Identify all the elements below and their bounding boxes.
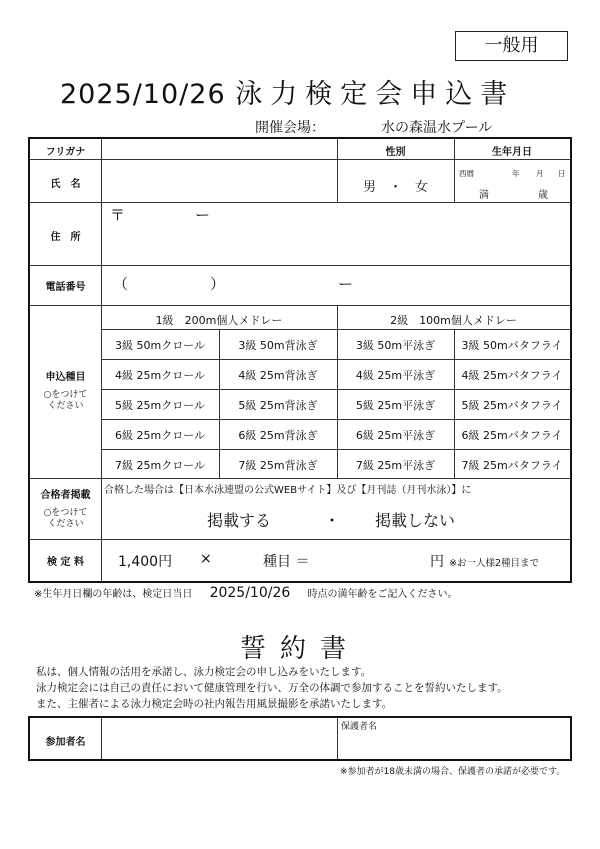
event-option[interactable]: 7級 25m平泳ぎ — [355, 459, 436, 472]
full-age-label: 満 — [479, 190, 489, 201]
age-label: 歳 — [538, 190, 548, 201]
guardian-note: ※参加者が18歳未満の場合、保護者の承諾が必要です。 — [340, 767, 566, 777]
postal-mark: 〒 — [110, 206, 126, 224]
event-option[interactable]: 5級 25mバタフライ — [461, 399, 563, 412]
age-note — [34, 585, 457, 601]
name-label: 氏 名 — [50, 179, 81, 190]
age-note-after: 時点の満年齢をご記入ください。 — [307, 589, 458, 600]
event-option[interactable]: 4級 25m背泳ぎ — [238, 369, 318, 382]
participant-label: 参加者名 — [45, 737, 86, 748]
address-label: 住 所 — [50, 232, 81, 243]
year-label: 年 — [512, 169, 520, 178]
grade1-option[interactable]: 1級 200m個人メドレー — [155, 314, 283, 327]
publish-text: 合格した場合は【日本水泳連盟の公式WEBサイト】及び【月刊誌（月刊水泳）】に — [104, 485, 472, 496]
phone-close-paren: ） — [210, 275, 226, 293]
event-option[interactable]: 5級 25m背泳ぎ — [238, 399, 318, 412]
fee-amount: 1,400円 — [118, 554, 173, 570]
month-label: 月 — [536, 169, 544, 178]
event-option[interactable]: 7級 25m背泳ぎ — [238, 459, 318, 472]
signature-table — [28, 716, 572, 761]
event-circle-note: ○をつけて ください — [43, 390, 88, 411]
event-label: 申込種目 — [45, 372, 86, 383]
event-option[interactable]: 6級 25m平泳ぎ — [355, 429, 436, 442]
age-note-before: ※生年月日欄の年齢は、検定日当日 — [34, 589, 193, 600]
postal-dash: ー — [195, 206, 211, 224]
venue-line — [255, 117, 492, 137]
birthdate-label: 生年月日 — [492, 147, 532, 158]
event-option[interactable]: 4級 25mクロール — [115, 369, 205, 382]
age-note-date: 2025/10/26 — [209, 585, 291, 601]
guardian-label: 保護者名 — [341, 722, 378, 732]
pledge-line-3: また、主催者による泳力検定会時の社内報告用風景撮影を承諾いたします。 — [36, 698, 393, 710]
event-option[interactable]: 4級 25m平泳ぎ — [355, 369, 436, 382]
publish-circle-note: ○をつけて ください — [43, 508, 88, 529]
fee-yen: 円 — [430, 554, 444, 570]
phone-open-paren: （ — [113, 275, 129, 293]
page-title — [60, 72, 515, 111]
participant-name-field[interactable] — [104, 718, 334, 759]
event-option[interactable]: 5級 25mクロール — [115, 399, 205, 412]
publish-no-option[interactable]: 掲載しない — [375, 511, 456, 530]
event-option[interactable]: 3級 50m背泳ぎ — [238, 339, 318, 352]
event-option[interactable]: 3級 50mバタフライ — [461, 339, 563, 352]
event-option[interactable]: 7級 25mクロール — [115, 459, 205, 472]
day-label: 日 — [558, 169, 566, 178]
event-option[interactable]: 3級 50mクロール — [115, 339, 205, 352]
fee-events-label: 種目 ＝ — [263, 554, 310, 570]
gender-label: 性別 — [385, 147, 406, 158]
venue-label: 開催会場： — [255, 120, 325, 136]
event-option[interactable]: 3級 50m平泳ぎ — [355, 339, 436, 352]
publish-yes-option[interactable]: 掲載する — [207, 511, 272, 530]
fee-note: ※お一人様2種目まで — [449, 558, 540, 569]
gender-options[interactable]: 男 ・ 女 — [362, 180, 428, 195]
title-date: 2025/10/26 — [60, 79, 226, 110]
event-option[interactable]: 6級 25mバタフライ — [461, 429, 563, 442]
grade2-option[interactable]: 2級 100m個人メドレー — [390, 314, 517, 327]
phone-label: 電話番号 — [45, 282, 86, 293]
era-label: 西暦 — [459, 169, 474, 178]
event-option[interactable]: 6級 25m背泳ぎ — [238, 429, 318, 442]
publish-separator: ・ — [324, 511, 341, 530]
pledge-line-1: 私は、個人情報の活用を承諾し、泳力検定会の申し込みをいたします。 — [36, 666, 372, 678]
publish-label: 合格者掲載 — [40, 490, 91, 501]
event-option[interactable]: 4級 25mバタフライ — [461, 369, 563, 382]
event-option[interactable]: 6級 25mクロール — [115, 429, 205, 442]
furigana-label: フリガナ — [45, 147, 86, 158]
event-option[interactable]: 5級 25m平泳ぎ — [355, 399, 436, 412]
fee-label: 検 定 料 — [47, 557, 84, 568]
event-option[interactable]: 7級 25mバタフライ — [461, 459, 563, 472]
phone-dash: ー — [338, 275, 354, 293]
application-form — [28, 137, 572, 583]
pledge-line-2: 泳力検定会には自己の責任において健康管理を行い、万全の体調で参加することを誓約いたします。 — [36, 682, 508, 694]
pledge-title: 誓約書 — [239, 634, 360, 664]
title-name: 泳力検定会申込書 — [235, 79, 516, 110]
fee-times: × — [200, 551, 212, 567]
form-type-badge: 一般用 — [455, 31, 568, 61]
venue-name: 水の森温水プール — [381, 120, 493, 136]
